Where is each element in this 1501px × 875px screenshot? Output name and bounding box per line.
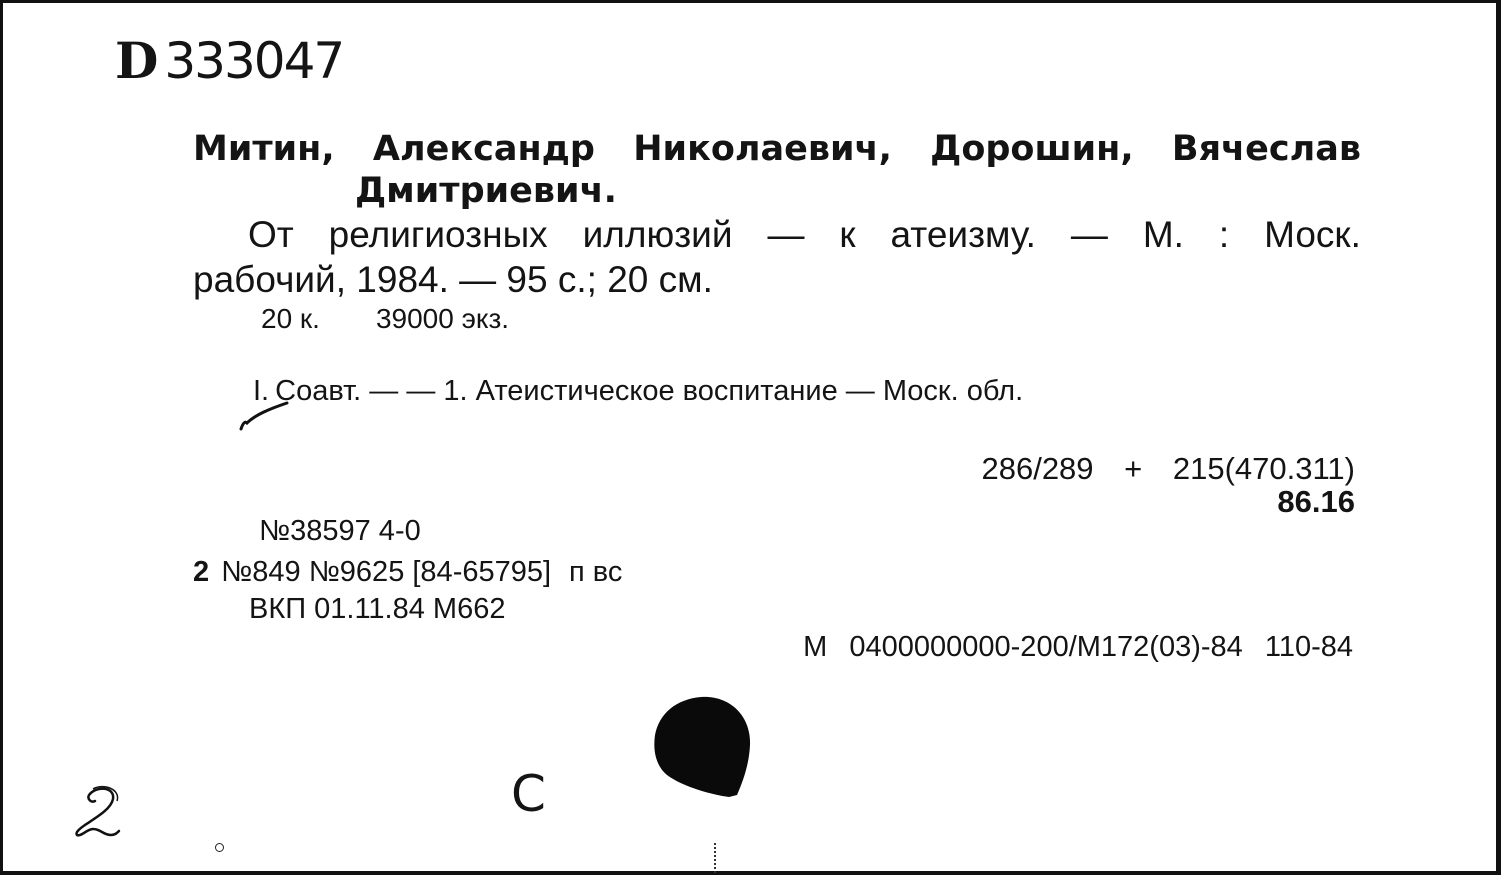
title-word: : bbox=[1218, 214, 1230, 255]
title-word: атеизму. bbox=[890, 214, 1036, 255]
small-circle-mark bbox=[215, 843, 224, 852]
title-word: иллюзий bbox=[582, 214, 733, 255]
punch-hole bbox=[653, 695, 759, 803]
accession-numbers: №849 №9625 [84-65795] bbox=[221, 556, 552, 588]
title-word: к bbox=[839, 214, 856, 255]
accession-line-3: ВКП 01.11.84 М662 bbox=[249, 593, 506, 625]
publisher-code-line: М 0400000000-200/М172(03)-84 110-84 bbox=[803, 631, 1353, 663]
accession-count: 2 bbox=[193, 556, 210, 588]
accession-code: п вс bbox=[569, 556, 623, 588]
stamp-letter: С bbox=[511, 765, 546, 823]
title-statement bbox=[248, 214, 1361, 256]
author-word: Вячеслав bbox=[1171, 129, 1361, 169]
shelf-number: 333047 bbox=[164, 32, 344, 90]
title-word: религиозных bbox=[328, 214, 548, 255]
check-mark-icon bbox=[239, 397, 291, 433]
classification-index-2: 86.16 bbox=[1277, 484, 1355, 519]
author-word: Митин, bbox=[193, 129, 335, 169]
title-word: — bbox=[1070, 214, 1108, 255]
accession-line-2 bbox=[193, 556, 622, 589]
title-word: — bbox=[767, 214, 805, 255]
subject-text: Соавт. — — 1. Атеистическое воспитание — Моск. обл. bbox=[275, 375, 1024, 407]
title-word: От bbox=[248, 214, 294, 255]
price-line bbox=[261, 303, 509, 335]
price: 20 к. bbox=[261, 303, 320, 334]
subject-roman: I. bbox=[253, 375, 270, 407]
handwritten-numeral-2 bbox=[69, 783, 125, 839]
shelf-mark bbox=[115, 31, 343, 90]
authors-continuation: Дмитриевич. bbox=[355, 171, 617, 211]
title-word: М. bbox=[1142, 214, 1184, 255]
perforation-mark bbox=[714, 843, 718, 873]
imprint-line: рабочий, 1984. — 95 с.; 20 см. bbox=[193, 259, 713, 300]
shelf-prefix: D bbox=[115, 31, 157, 90]
title-word: Моск. bbox=[1264, 214, 1361, 255]
subject-headings bbox=[253, 375, 1023, 408]
author-word: Николаевич, bbox=[633, 129, 892, 169]
authors-heading bbox=[193, 129, 1361, 169]
accession-line-1: №38597 4-0 bbox=[259, 515, 421, 547]
copies: 39000 экз. bbox=[375, 303, 510, 334]
author-word: Дорошин, bbox=[930, 129, 1134, 169]
classification-index: 286/289 + 215(470.311) bbox=[981, 451, 1355, 486]
author-word: Александр bbox=[372, 129, 595, 169]
